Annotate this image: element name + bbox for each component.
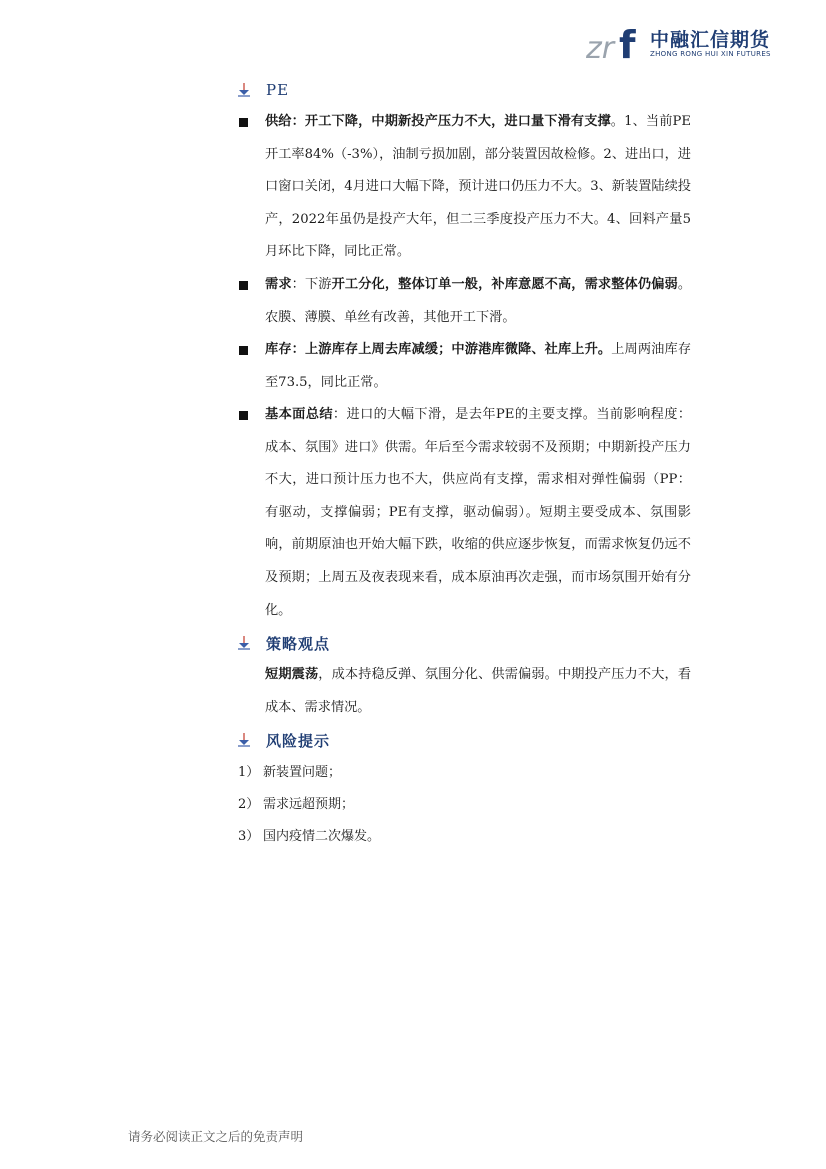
company-logo (586, 22, 786, 64)
arrow-bullet-icon (236, 635, 252, 651)
fundamentals-heading: 基本面总结 (265, 407, 333, 422)
svg-text:f: f (619, 23, 636, 64)
logo-english-name: ZHONG RONG HUI XIN FUTURES (650, 50, 771, 58)
section-title: PE (266, 81, 290, 99)
list-item (238, 763, 341, 783)
section-title: 风险提示 (266, 731, 331, 750)
section-heading-risk (236, 730, 330, 750)
square-bullet-icon (239, 281, 248, 290)
square-bullet-icon (239, 346, 248, 355)
strategy-paragraph (265, 659, 691, 724)
square-bullet-icon (239, 118, 248, 127)
inventory-text: 上周两油库存至73.5，同比正常。 (265, 342, 692, 390)
section-title: 策略观点 (266, 634, 331, 653)
arrow-bullet-icon (236, 732, 252, 748)
svg-text:zr: zr (586, 31, 615, 64)
demand-emphasis: 开工分化，整体订单一般，补库意愿不高，需求整体仍偏弱 (331, 277, 678, 292)
logo-mark-icon (586, 22, 646, 64)
inventory-paragraph (265, 334, 691, 399)
demand-paragraph (265, 269, 691, 334)
fundamentals-paragraph (265, 399, 691, 627)
section-heading-strategy (236, 633, 330, 653)
inventory-heading: 库存：上游库存上周去库减缓；中游港库微降、社库上升。 (265, 342, 612, 357)
disclaimer-footer: 请务必阅读正文之后的免责声明 (128, 1129, 304, 1144)
demand-heading: 需求 (265, 277, 292, 292)
section-heading-pe (236, 80, 289, 100)
list-text: 国内疫情二次爆发。 (263, 829, 381, 844)
fundamentals-text: ：进口的大幅下滑，是去年PE的主要支撑。当前影响程度：成本、氛围》进口》供需。年后至今需求较弱不及预期；中期新投产压力不大，进口预计压力也不大，供应尚有支撑，需求相对弹性偏弱（PP：有驱动，支撑偏弱；PE有支撑，驱动偏弱）。短期主要受成本、氛围影响，前期原油也开始大幅下跌，收缩的供应逐步恢复，而需求恢复仍远不及预期；上周五及夜表现来看，成本原油再次走强，而市场氛围开始有分化。 (265, 407, 692, 618)
strategy-emphasis: 短期震荡 (265, 667, 319, 682)
supply-paragraph (265, 106, 691, 269)
demand-text: ：下游 (291, 277, 332, 292)
list-number: 2） (238, 797, 260, 812)
list-number: 3） (238, 829, 260, 844)
arrow-bullet-icon (236, 82, 252, 98)
list-text: 需求远超预期； (263, 797, 355, 812)
list-number: 1） (238, 765, 260, 780)
strategy-text: ，成本持稳反弹、氛围分化、供需偏弱。中期投产压力不大，看成本、需求情况。 (265, 667, 692, 715)
list-item (238, 795, 354, 815)
supply-text: 。1、当前PE开工率84%（-3%），油制亏损加剧，部分装置因故检修。2、进出口，进口窗口关闭，4月进口大幅下降，预计进口仍压力不大。3、新装置陆续投产，2022年虽仍是投产大年，但二三季度投产压力不大。4、回料产量5月环比下降，同比正常。 (265, 114, 691, 260)
supply-heading: 供给：开工下降，中期新投产压力不大，进口量下滑有支撑 (265, 114, 611, 129)
logo-chinese-name: 中融汇信期货 (650, 29, 771, 51)
list-item (238, 827, 380, 847)
demand-text-2: 。农膜、薄膜、单丝有改善，其他开工下滑。 (265, 277, 692, 325)
list-text: 新装置问题； (263, 765, 342, 780)
square-bullet-icon (239, 411, 248, 420)
